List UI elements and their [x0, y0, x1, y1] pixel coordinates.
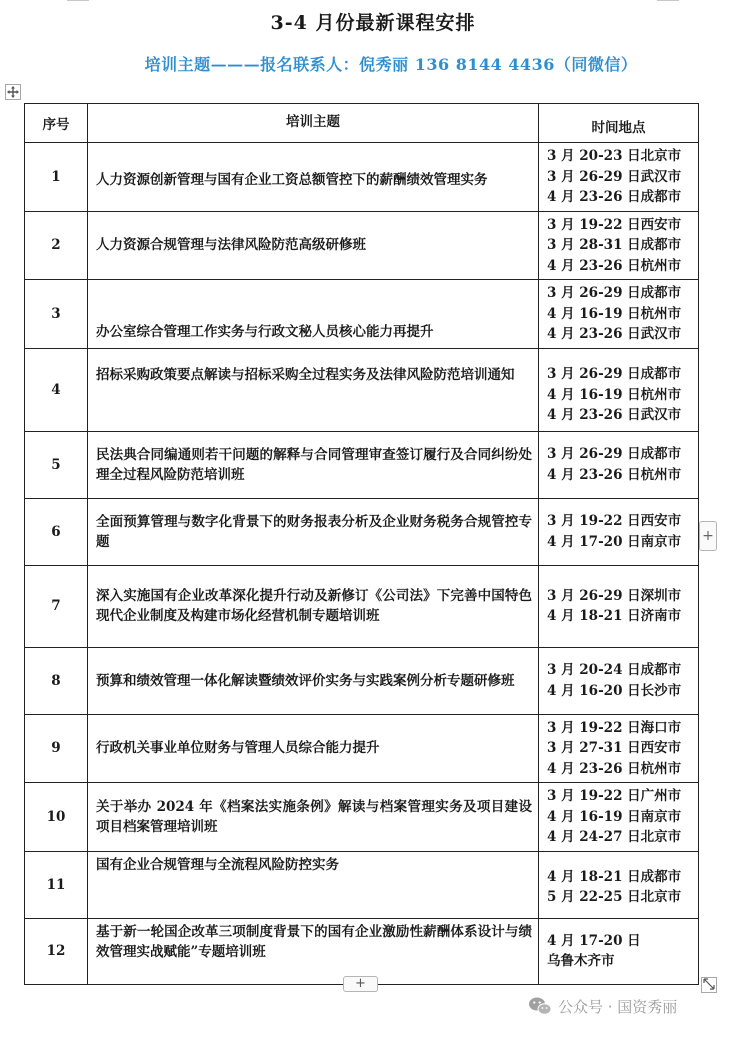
time-line: 4 月 16-19 日南京市 — [547, 808, 682, 825]
row-topic: 人力资源创新管理与国有企业工资总额管控下的薪酬绩效管理实务 — [88, 143, 539, 212]
table-row — [25, 918, 699, 984]
row-seq: 6 — [25, 498, 88, 565]
time-line: 4 月 23-26 日杭州市 — [547, 466, 682, 483]
table-row — [25, 211, 699, 280]
course-schedule-table — [24, 103, 699, 985]
time-line: 3 月 26-29 日成都市 — [547, 446, 682, 462]
row-seq: 3 — [25, 280, 88, 349]
row-seq: 11 — [25, 851, 88, 918]
time-line: 3 月 28-31 日成都市 — [547, 237, 682, 253]
row-topic: 关于举办 2024 年《档案法实施条例》解读与档案管理实务及项目建设项目档案管理培训班 — [88, 783, 539, 852]
row-seq: 9 — [25, 714, 88, 783]
row-topic: 全面预算管理与数字化背景下的财务报表分析及企业财务税务合规管控专题 — [88, 498, 539, 565]
row-topic: 民法典合同编通则若干问题的解释与合同管理审查签订履行及合同纠纷处理全过程风险防范培训班 — [88, 431, 539, 498]
table-row — [25, 348, 699, 431]
row-time — [539, 783, 699, 852]
move-icon — [7, 86, 19, 98]
row-time — [539, 647, 699, 714]
time-line: 3 月 26-29 日深圳市 — [547, 587, 682, 604]
row-seq: 10 — [25, 783, 88, 852]
contact-subtitle: 培训主题———报名联系人：倪秀丽 136 8144 4436（同微信） — [144, 55, 638, 74]
table-row — [25, 143, 699, 212]
time-line: 4 月 23-26 日武汉市 — [547, 407, 682, 424]
time-line: 4 月 16-19 日杭州市 — [547, 305, 682, 322]
time-line: 4 月 24-27 日北京市 — [547, 829, 682, 845]
table-row — [25, 280, 699, 349]
row-seq: 5 — [25, 431, 88, 498]
row-time — [539, 851, 699, 918]
plus-icon: + — [702, 528, 714, 544]
plus-icon: + — [355, 976, 366, 991]
row-topic: 深入实施国有企业改革深化提升行动及新修订《公司法》下完善中国特色现代企业制度及构建市场化经营机制专题培训班 — [88, 565, 539, 647]
watermark — [528, 994, 677, 1018]
row-topic: 招标采购政策要点解读与招标采购全过程实务及法律风险防范培训通知 — [88, 348, 539, 431]
time-line: 4 月 23-26 日武汉市 — [547, 326, 682, 342]
row-time — [539, 143, 699, 212]
row-seq: 4 — [25, 348, 88, 431]
row-seq: 12 — [25, 918, 88, 984]
page-corner-mark-left — [67, 0, 89, 1]
row-time — [539, 211, 699, 280]
time-line: 3 月 19-22 日海口市 — [547, 719, 682, 736]
table-row — [25, 498, 699, 565]
row-topic: 人力资源合规管理与法律风险防范高级研修班 — [88, 211, 539, 280]
time-line: 4 月 23-26 日杭州市 — [547, 760, 682, 777]
header-topic: 培训主题 — [88, 104, 539, 143]
time-line: 5 月 22-25 日北京市 — [547, 889, 682, 905]
time-line: 3 月 20-23 日北京市 — [547, 148, 682, 164]
time-line: 4 月 18-21 日济南市 — [547, 608, 682, 624]
row-time — [539, 280, 699, 349]
row-time — [539, 498, 699, 565]
table-header-row — [25, 104, 699, 143]
time-line: 4 月 23-26 日杭州市 — [547, 257, 682, 274]
table-move-handle[interactable] — [5, 84, 21, 100]
row-time — [539, 565, 699, 647]
time-line: 3 月 26-29 日成都市 — [547, 366, 682, 383]
row-seq: 1 — [25, 143, 88, 212]
row-topic: 国有企业合规管理与全流程风险防控实务 — [88, 851, 539, 918]
row-time — [539, 431, 699, 498]
time-line: 4 月 17-20 日 — [547, 932, 641, 949]
row-topic: 预算和绩效管理一体化解读暨绩效评价实务与实践案例分析专题研修班 — [88, 647, 539, 714]
row-topic: 办公室综合管理工作实务与行政文秘人员核心能力再提升 — [88, 280, 539, 349]
row-topic: 行政机关事业单位财务与管理人员综合能力提升 — [88, 714, 539, 783]
row-time — [539, 348, 699, 431]
time-line: 3 月 19-22 日西安市 — [547, 513, 682, 529]
time-line: 4 月 16-20 日长沙市 — [547, 682, 682, 699]
row-time — [539, 918, 699, 984]
table-row — [25, 565, 699, 647]
header-time: 时间地点 — [539, 104, 699, 143]
table-resize-handle[interactable] — [701, 977, 717, 993]
wechat-icon — [528, 996, 552, 1016]
time-line: 4 月 23-26 日成都市 — [547, 189, 682, 205]
time-line: 3 月 20-24 日成都市 — [547, 662, 682, 678]
table-row — [25, 647, 699, 714]
row-seq: 2 — [25, 211, 88, 280]
add-column-button[interactable] — [699, 521, 717, 551]
page-corner-mark-right — [657, 0, 679, 1]
table-row — [25, 431, 699, 498]
time-line: 3 月 19-22 日广州市 — [547, 788, 682, 804]
table-row — [25, 783, 699, 852]
time-line: 4 月 18-21 日成都市 — [547, 868, 682, 885]
time-line: 3 月 26-29 日成都市 — [547, 285, 682, 301]
time-line: 4 月 17-20 日南京市 — [547, 533, 682, 550]
watermark-text: 公众号 · 国资秀丽 — [558, 997, 678, 1016]
row-topic: 基于新一轮国企改革三项制度背景下的国有企业激励性薪酬体系设计与绩效管理实战赋能”专题培训班 — [88, 918, 539, 984]
row-time — [539, 714, 699, 783]
table-row — [25, 851, 699, 918]
row-seq: 8 — [25, 647, 88, 714]
header-seq: 序号 — [25, 104, 88, 143]
add-row-button[interactable] — [343, 976, 378, 992]
time-line: 4 月 16-19 日杭州市 — [547, 386, 682, 403]
time-line: 3 月 19-22 日西安市 — [547, 216, 682, 233]
row-seq: 7 — [25, 565, 88, 647]
time-line: 3 月 26-29 日武汉市 — [547, 168, 682, 185]
table-row — [25, 714, 699, 783]
resize-icon — [703, 978, 715, 990]
time-line: 3 月 27-31 日西安市 — [547, 740, 682, 756]
page-title: 3-4 月份最新课程安排 — [270, 12, 476, 34]
time-line: 乌鲁木齐市 — [547, 953, 615, 969]
